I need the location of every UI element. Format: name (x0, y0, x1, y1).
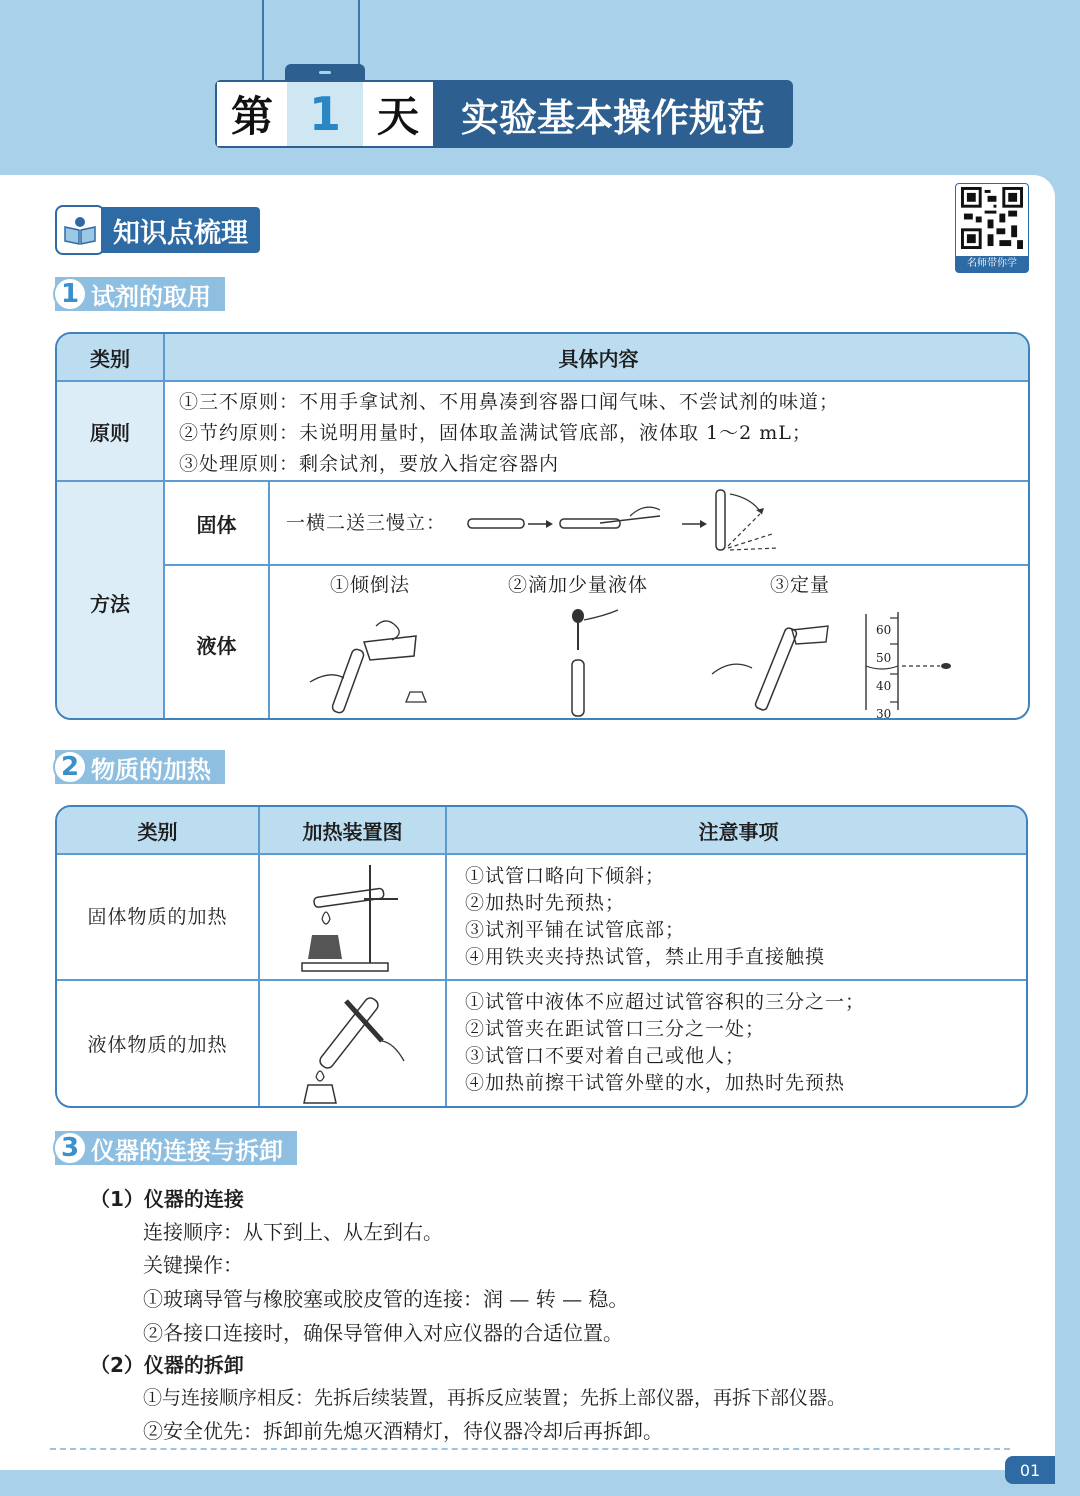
row1-notes (447, 855, 1028, 981)
subsection-1-title: 试剂的取用 (91, 282, 211, 311)
title-banner (215, 80, 793, 148)
liquid-content (270, 566, 1030, 720)
table2-header-category: 类别 (57, 807, 260, 855)
measuring-illustration (710, 606, 960, 718)
qr-caption: 名师带你学 (956, 256, 1028, 272)
solid-mnemonic: 一横二送三慢立： (286, 512, 447, 534)
disassembly-rule-1: ①与连接顺序相反：先拆后续装置，再拆反应装置；先拆上部仪器，再拆下部仪器。 (143, 1387, 847, 1409)
principle-content (165, 382, 1030, 482)
scale-40: 40 (876, 679, 892, 693)
solid-label: 固体 (165, 482, 270, 566)
subsection-3-header (55, 1131, 297, 1165)
row1-diagram (260, 855, 447, 981)
disassembly-rule-2: ②安全优先：拆卸前先熄灭酒精灯，待仪器冷却后再拆卸。 (143, 1419, 663, 1443)
table1-header-content: 具体内容 (165, 334, 1030, 382)
page-title: 实验基本操作规范 (461, 95, 766, 140)
principle-label: 原则 (57, 382, 165, 482)
key-operation-2: ②各接口连接时，确保导管伸入对应仪器的合适位置。 (143, 1321, 623, 1345)
method-label: 方法 (57, 482, 165, 720)
row1-note-4: ④用铁夹夹持热试管，禁止用手直接触摸 (465, 946, 826, 968)
row2-note-3: ③试管口不要对着自己或他人； (465, 1045, 746, 1067)
row1-category: 固体物质的加热 (57, 855, 260, 981)
scale-60: 60 (876, 623, 892, 637)
banner-suffix: 天 (363, 82, 433, 146)
banner-prefix: 第 (217, 82, 287, 146)
scale-30: 30 (876, 707, 892, 720)
hanging-line-left (262, 0, 264, 85)
scale-50: 50 (876, 651, 892, 665)
solid-heating-apparatus (298, 859, 408, 975)
banner-tab (285, 64, 365, 82)
row1-note-2: ②加热时先预热； (465, 892, 626, 914)
liquid-heating-apparatus (296, 985, 416, 1105)
connection-heading: （1）仪器的连接 (90, 1187, 244, 1211)
subsection-2-title: 物质的加热 (91, 755, 211, 784)
book-icon (55, 205, 105, 255)
connection-order: 连接顺序：从下到上、从左到右。 (143, 1220, 443, 1244)
liquid-method-3: ③定量 (770, 574, 831, 596)
row2-note-1: ①试管中液体不应超过试管容积的三分之一； (465, 991, 866, 1013)
principle-line-3: ③处理原则：剩余试剂，要放入指定容器内 (179, 453, 560, 475)
qr-code[interactable] (955, 183, 1029, 273)
principle-line-1: ①三不原则：不用手拿试剂、不用鼻凑到容器口闻气味、不尝试剂的味道； (179, 391, 840, 413)
disassembly-heading: （2）仪器的拆卸 (90, 1353, 244, 1377)
liquid-label: 液体 (165, 566, 270, 720)
row2-note-2: ②试管夹在距试管口三分之一处； (465, 1018, 766, 1040)
liquid-method-2: ②滴加少量液体 (508, 574, 649, 596)
subsection-2-number: 2 (53, 750, 87, 784)
row2-notes (447, 981, 1028, 1108)
subsection-3-number: 3 (53, 1131, 87, 1165)
bottom-band (0, 1470, 1080, 1496)
table2-header-notes: 注意事项 (447, 807, 1028, 855)
section-header (55, 205, 260, 255)
page-number: 01 (1005, 1456, 1055, 1484)
subsection-1-header (55, 277, 225, 311)
pouring-illustration (306, 606, 456, 718)
row1-note-3: ③试剂平铺在试管底部； (465, 919, 686, 941)
footer-divider (50, 1448, 1010, 1450)
solid-procedure-illustration (460, 486, 790, 562)
scale-labels (876, 616, 891, 720)
subsection-2-header (55, 750, 225, 784)
reagent-table (55, 332, 1030, 720)
table1-header-category: 类别 (57, 334, 165, 382)
solid-content (270, 482, 1030, 566)
key-operation-1: ①玻璃导管与橡胶塞或胶皮管的连接：润 — 转 — 稳。 (143, 1287, 629, 1311)
banner-day-number: 1 (308, 87, 341, 141)
qr-pattern-icon (961, 187, 1023, 249)
principle-line-2: ②节约原则：未说明用量时，固体取盖满试管底部，液体取 1～2 mL； (179, 422, 812, 444)
banner-day (287, 82, 363, 146)
subsection-3-title: 仪器的连接与拆卸 (91, 1136, 283, 1165)
dropper-illustration (550, 606, 630, 718)
row2-category: 液体物质的加热 (57, 981, 260, 1108)
key-operations: 关键操作： (143, 1253, 243, 1277)
liquid-method-1: ①倾倒法 (330, 574, 411, 596)
heating-table (55, 805, 1028, 1108)
row1-note-1: ①试管口略向下倾斜； (465, 865, 666, 887)
section-title: 知识点梳理 (101, 207, 260, 253)
row2-note-4: ④加热前擦干试管外壁的水，加热时先预热 (465, 1072, 846, 1094)
subsection-1-number: 1 (53, 277, 87, 311)
table2-header-diagram: 加热装置图 (260, 807, 447, 855)
row2-diagram (260, 981, 447, 1108)
